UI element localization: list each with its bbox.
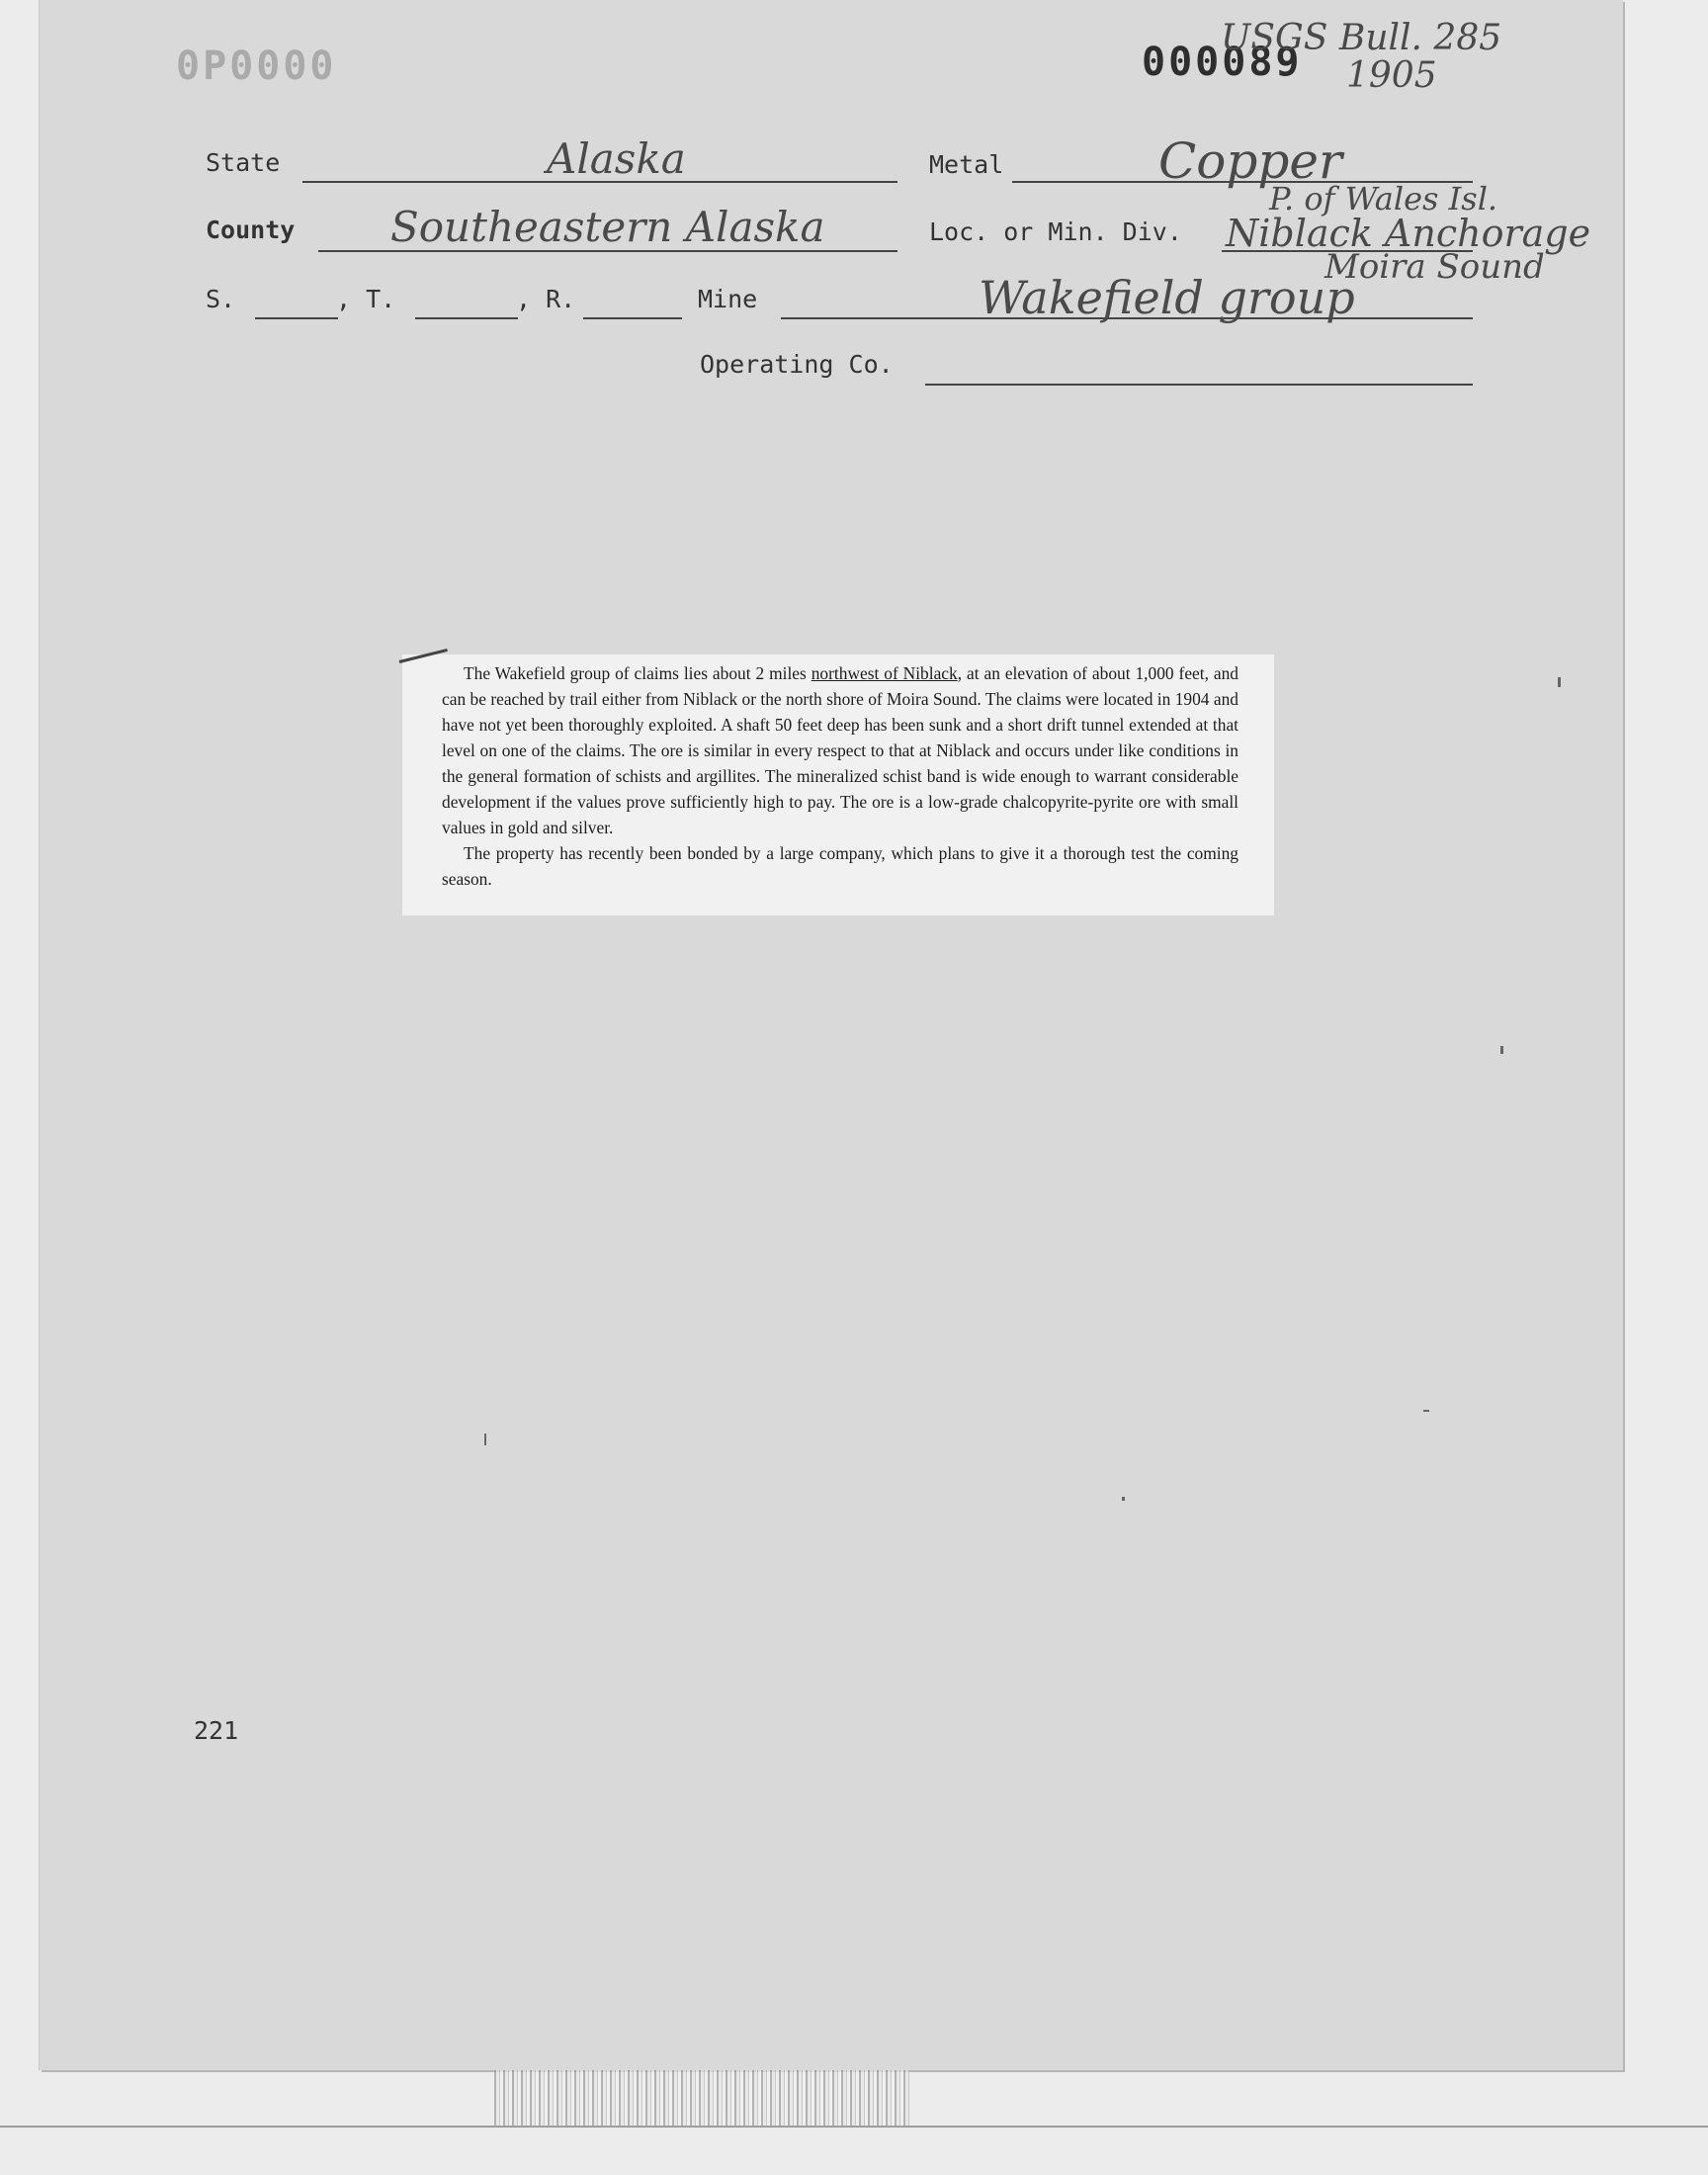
operating-co-label: Operating Co. — [700, 350, 894, 379]
township-line — [415, 317, 518, 319]
handwritten-year: 1905 — [1346, 55, 1437, 96]
stamp-record-number: 000089 — [1142, 40, 1303, 85]
state-label: State — [206, 148, 281, 177]
section-line — [255, 317, 338, 319]
page-edge — [0, 2126, 1708, 2128]
operating-co-line — [925, 384, 1473, 386]
loc-value-line1: Niblack Anchorage — [1226, 212, 1591, 255]
metal-label: Metal — [929, 150, 1004, 179]
speck — [1558, 677, 1561, 687]
loc-label: Loc. or Min. Div. — [929, 218, 1182, 246]
clipping-text: , at an elevation of about 1,000 feet, and can be reached by trail either from Niblack or the north shore of Moira Sound. The claims were located in 1904 and have not yet been thoroughly exploited. A shaft 50 feet deep has been sunk and a short drift tunnel extended at that level on one of the claims. The ore is similar in every respect to that at Niblack and occurs under like conditions in the general formation of schists and argillites. The mineralized schist band is wide enough to warrant considerable development if the values prove sufficiently high to pay. The ore is a low-grade chalcopyrite-pyrite ore with small values in gold and silver. — [442, 663, 1238, 837]
loc-value-line2: Moira Sound — [1324, 247, 1545, 287]
section-label: S. — [206, 285, 236, 313]
speck — [1122, 1497, 1125, 1501]
speck — [484, 1434, 486, 1445]
clipping-paragraph-2: The property has recently been bonded by a large company, which plans to give it a thorough test the coming season. — [442, 843, 1238, 889]
speck — [1423, 1410, 1429, 1412]
scan-artifact — [494, 2070, 909, 2126]
range-label: , R. — [516, 285, 576, 313]
county-label: County — [206, 216, 296, 244]
speck — [1500, 1046, 1503, 1054]
page-number: 221 — [194, 1716, 239, 1745]
clipping-text: The Wakefield group of claims lies about 2 miles — [464, 663, 811, 683]
underlined-text: northwest of Niblack — [811, 663, 958, 683]
stamp-left: 0P0000 — [176, 44, 337, 89]
record-card — [40, 0, 1623, 2070]
state-value: Alaska — [547, 134, 686, 183]
metal-value: Copper — [1158, 132, 1342, 190]
mine-label: Mine — [698, 285, 758, 313]
loc-note: P. of Wales Isl. — [1269, 180, 1498, 218]
newspaper-clipping — [402, 654, 1274, 915]
county-value: Southeastern Alaska — [390, 203, 825, 251]
range-line — [583, 317, 682, 319]
township-label: , T. — [336, 285, 396, 313]
handwritten-reference: USGS Bull. 285 — [1221, 18, 1502, 58]
clipping-paragraph-1 — [442, 660, 1238, 840]
mine-value: Wakefield group — [979, 271, 1355, 324]
